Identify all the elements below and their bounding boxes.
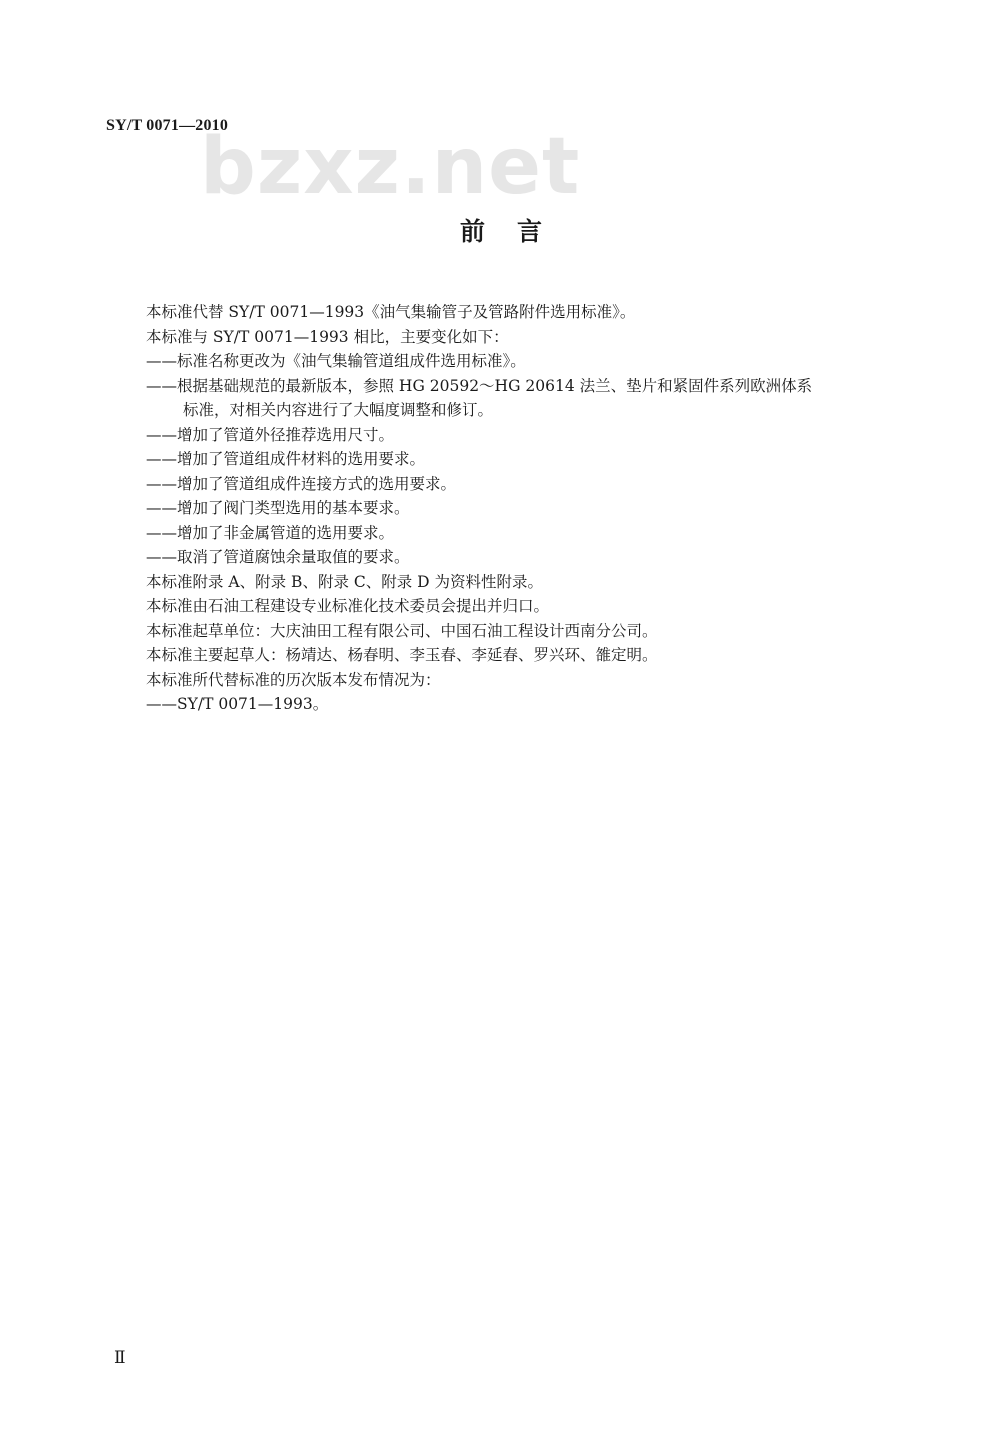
body-line-6: ——增加了管道外径推荐选用尺寸。	[146, 425, 395, 444]
body-line-16: 本标准所代替标准的历次版本发布情况为：	[146, 670, 441, 689]
watermark-text: bzxz.net	[200, 122, 581, 212]
body-line-1: 本标准代替 SY/T 0071—1993《油气集输管子及管路附件选用标准》。	[146, 303, 636, 321]
body-line-12: 本标准附录 A、附录 B、附录 C、附录 D 为资料性附录。	[146, 572, 544, 591]
body-line-15: 本标准主要起草人：杨靖达、杨春明、李玉春、李延春、罗兴环、雒定明。	[146, 646, 658, 664]
page-title: 前言	[459, 217, 574, 246]
body-line-2: 本标准与 SY/T 0071—1993 相比，主要变化如下：	[146, 327, 509, 346]
body-line-11: ——取消了管道腐蚀余量取值的要求。	[146, 548, 410, 566]
body-line-9: ——增加了阀门类型选用的基本要求。	[146, 499, 410, 517]
body-line-4: ——根据基础规范的最新版本，参照 HG 20592～HG 20614 法兰、垫片和紧固件系列欧洲体系	[146, 376, 813, 395]
body-line-5: 标准，对相关内容进行了大幅度调整和修订。	[183, 401, 494, 419]
body-line-7: ——增加了管道组成件材料的选用要求。	[146, 450, 426, 468]
body-line-13: 本标准由石油工程建设专业标准化技术委员会提出并归口。	[146, 597, 550, 615]
body-line-17: ——SY/T 0071—1993。	[146, 695, 329, 713]
body-line-10: ——增加了非金属管道的选用要求。	[146, 523, 395, 542]
body-line-3: ——标准名称更改为《油气集输管道组成件选用标准》。	[146, 352, 526, 370]
body-line-8: ——增加了管道组成件连接方式的选用要求。	[146, 474, 457, 493]
body-line-14: 本标准起草单位：大庆油田工程有限公司、中国石油工程设计西南分公司。	[146, 621, 658, 640]
page-number: Ⅱ	[114, 1348, 126, 1367]
foreword-body	[146, 300, 936, 717]
standard-number: SY/T 0071—2010	[106, 117, 229, 134]
